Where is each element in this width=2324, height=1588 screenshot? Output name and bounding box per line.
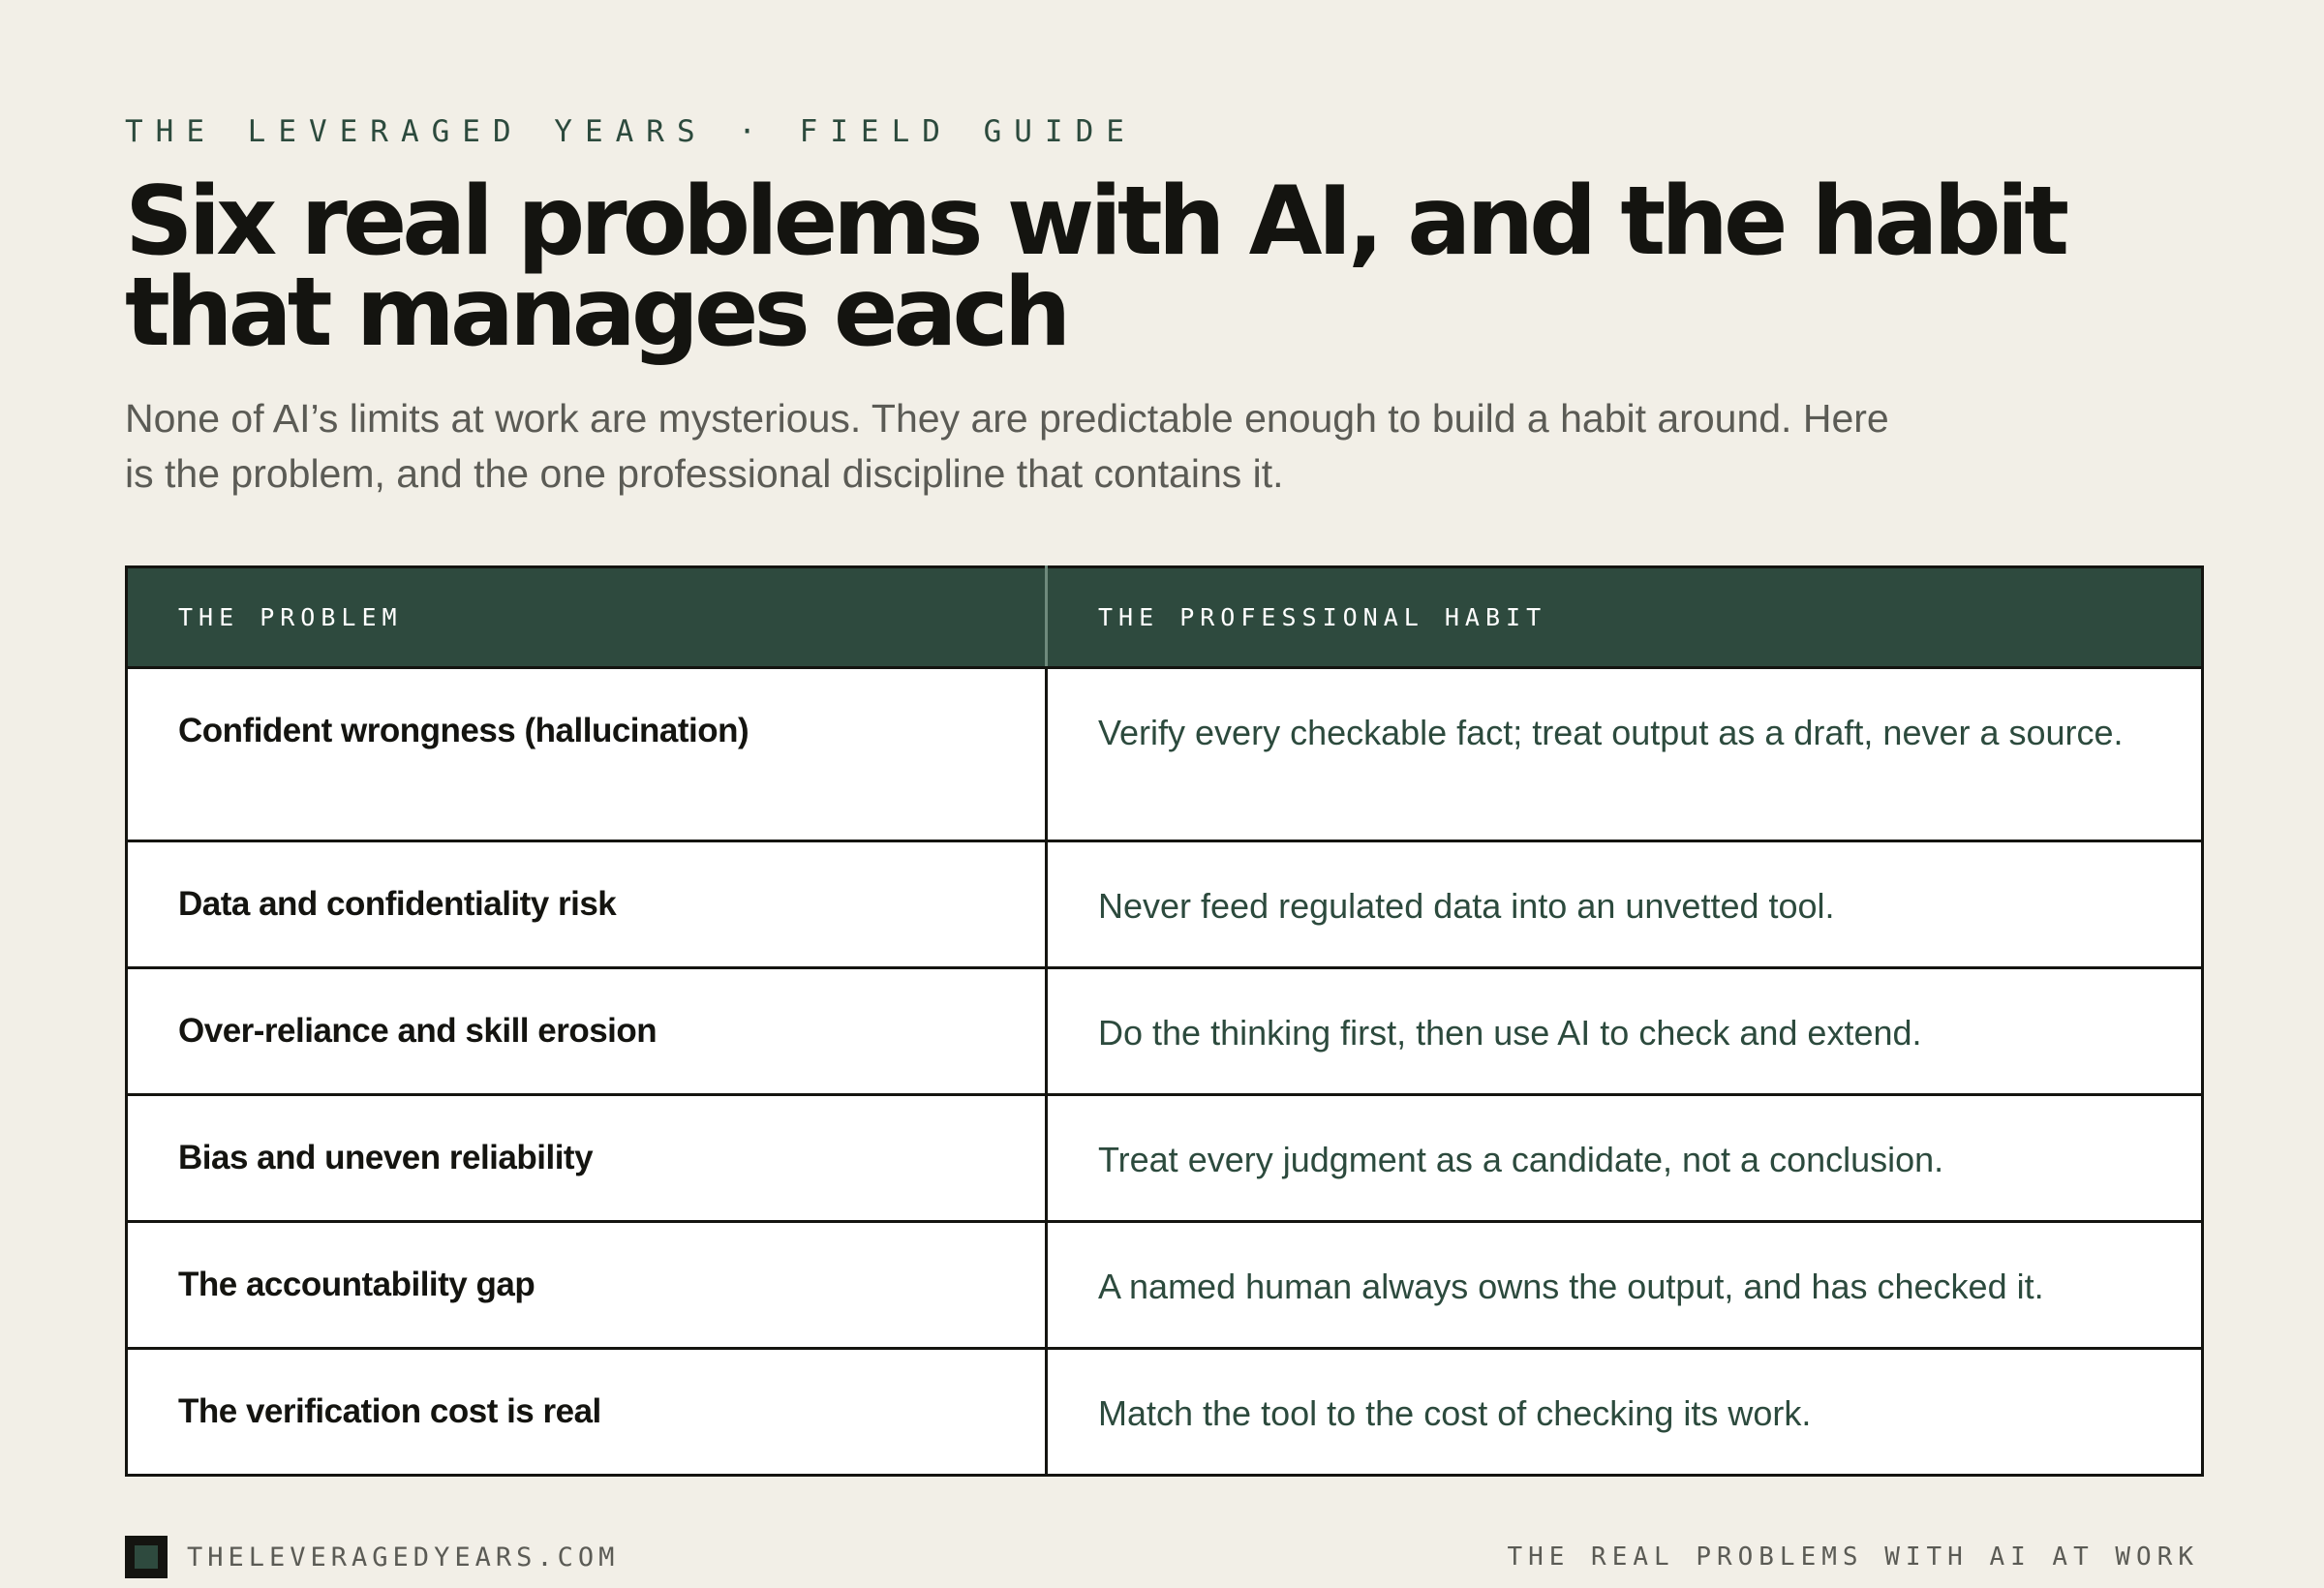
page-title: Six real problems with AI, and the habit that manages each xyxy=(125,167,2065,368)
problem-cell: The verification cost is real xyxy=(127,1349,1047,1476)
problem-cell: Data and confidentiality risk xyxy=(127,841,1047,968)
habit-cell: Never feed regulated data into an unvetted tool. xyxy=(1047,841,2203,968)
habit-cell: Do the thinking first, then use AI to check and extend. xyxy=(1047,968,2203,1095)
habit-cell: Match the tool to the cost of checking its work. xyxy=(1047,1349,2203,1476)
table-row xyxy=(127,841,2203,968)
problem-cell: Bias and uneven reliability xyxy=(127,1095,1047,1222)
problem-cell: Over-reliance and skill erosion xyxy=(127,968,1047,1095)
problems-habits-table xyxy=(125,565,2204,1477)
problem-cell: Confident wrongness (hallucination) xyxy=(127,668,1047,841)
footer-brand xyxy=(125,1536,619,1578)
table-row xyxy=(127,668,2203,841)
table-row xyxy=(127,1095,2203,1222)
eyebrow-label: THE LEVERAGED YEARS · FIELD GUIDE xyxy=(125,114,1137,149)
table-header-row xyxy=(127,567,2203,668)
table-row xyxy=(127,1349,2203,1476)
logo-square-icon xyxy=(125,1536,168,1578)
footer-tagline: THE REAL PROBLEMS WITH AI AT WORK xyxy=(1507,1542,2199,1572)
column-header-problem: THE PROBLEM xyxy=(127,567,1047,668)
problem-cell: The accountability gap xyxy=(127,1222,1047,1349)
habit-cell: A named human always owns the output, and has checked it. xyxy=(1047,1222,2203,1349)
table-row xyxy=(127,1222,2203,1349)
footer-site-url: THELEVERAGEDYEARS.COM xyxy=(187,1542,620,1573)
table-row xyxy=(127,968,2203,1095)
column-header-habit: THE PROFESSIONAL HABIT xyxy=(1047,567,2203,668)
habit-cell: Verify every checkable fact; treat output as a draft, never a source. xyxy=(1047,668,2203,841)
habit-cell: Treat every judgment as a candidate, not a conclusion. xyxy=(1047,1095,2203,1222)
page-subtitle: None of AI’s limits at work are mysterious. They are predictable enough to build a habit around. Here is the problem, and the one professional discipline that contains it. xyxy=(125,396,1889,496)
